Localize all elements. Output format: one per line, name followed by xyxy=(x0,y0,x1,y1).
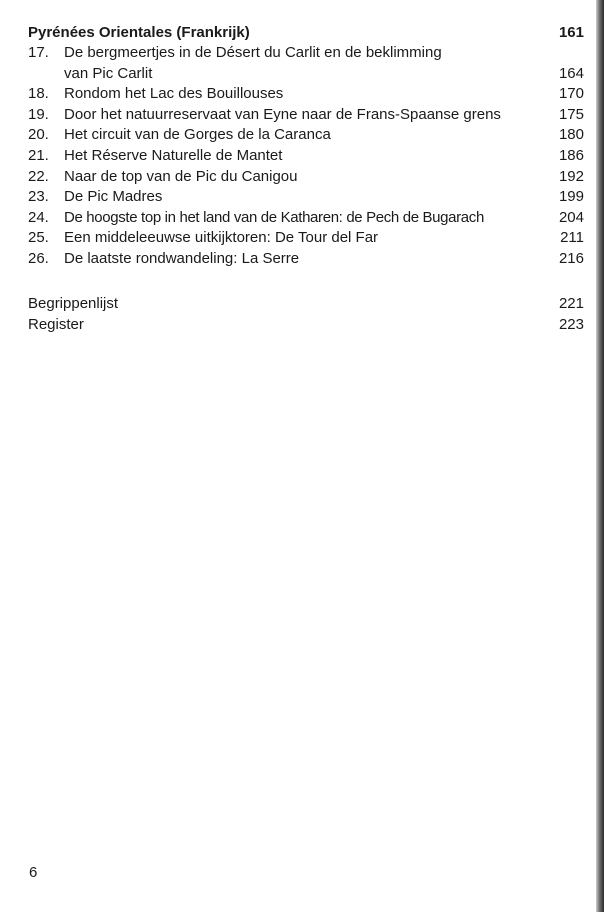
entry-title: Begrippenlijst xyxy=(28,294,119,312)
entry-title: De Pic Madres xyxy=(64,188,163,206)
entry-page: 180 xyxy=(558,126,584,144)
section-title: Pyrénées Orientales (Frankrijk) xyxy=(28,24,250,41)
toc-entry-19[interactable] xyxy=(28,105,584,126)
entry-title-line: van Pic Carlit xyxy=(64,64,153,82)
table-of-contents xyxy=(28,22,584,335)
entry-title: Het Réserve Naturelle de Mantet xyxy=(64,146,283,164)
entry-title: Het circuit van de Gorges de la Caranca xyxy=(64,126,331,144)
entry-title: Rondom het Lac des Bouillouses xyxy=(64,85,284,103)
entry-title xyxy=(64,43,552,84)
entry-number: 21. xyxy=(28,146,49,164)
entry-title: Door het natuurreservaat van Eyne naar de Frans-Spaanse grens xyxy=(64,105,501,123)
entry-page: 216 xyxy=(558,249,584,267)
section-heading xyxy=(28,22,584,43)
entry-title: Naar de top van de Pic du Canigou xyxy=(64,167,298,185)
page-edge-shadow xyxy=(596,0,604,912)
entry-number: 25. xyxy=(28,229,49,247)
toc-entry-20[interactable] xyxy=(28,125,584,146)
entry-number: 19. xyxy=(28,105,49,123)
entry-page: 175 xyxy=(558,105,584,123)
toc-entries xyxy=(28,43,584,270)
toc-entry-25[interactable] xyxy=(28,228,584,249)
entry-number: 20. xyxy=(28,126,49,144)
entry-number: 24. xyxy=(28,208,49,226)
toc-entry-17[interactable] xyxy=(28,43,584,84)
entry-number: 17. xyxy=(28,44,49,61)
back-matter xyxy=(28,293,584,335)
entry-page: 186 xyxy=(558,146,584,164)
entry-number: 23. xyxy=(28,188,49,206)
entry-title: De laatste rondwandeling: La Serre xyxy=(64,249,300,267)
entry-page: 211 xyxy=(560,229,584,247)
entry-number: 26. xyxy=(28,249,49,267)
entry-page: 199 xyxy=(558,188,584,206)
entry-title: Register xyxy=(28,315,84,333)
toc-entry-22[interactable] xyxy=(28,167,584,188)
entry-number: 18. xyxy=(28,85,49,103)
toc-entry-24[interactable] xyxy=(28,208,584,229)
toc-entry-21[interactable] xyxy=(28,146,584,167)
section-page: 161 xyxy=(558,24,584,41)
toc-entry-glossary[interactable] xyxy=(28,293,584,314)
entry-title: De hoogste top in het land van de Katharen: de Pech de Bugarach xyxy=(64,208,484,226)
toc-entry-18[interactable] xyxy=(28,84,584,105)
entry-number: 22. xyxy=(28,167,49,185)
entry-title: Een middeleeuwse uitkijktoren: De Tour del Far xyxy=(64,229,379,247)
toc-entry-register[interactable] xyxy=(28,314,584,335)
entry-page: 192 xyxy=(558,167,584,185)
toc-entry-23[interactable] xyxy=(28,187,584,208)
entry-page: 164 xyxy=(558,64,584,82)
entry-page: 223 xyxy=(558,315,584,333)
entry-page: 204 xyxy=(558,208,584,226)
entry-page: 221 xyxy=(558,294,584,312)
toc-entry-26[interactable] xyxy=(28,249,584,270)
page-number: 6 xyxy=(29,864,38,881)
entry-page: 170 xyxy=(558,85,584,103)
entry-title-line: De bergmeertjes in de Désert du Carlit en de beklimming xyxy=(64,44,442,61)
